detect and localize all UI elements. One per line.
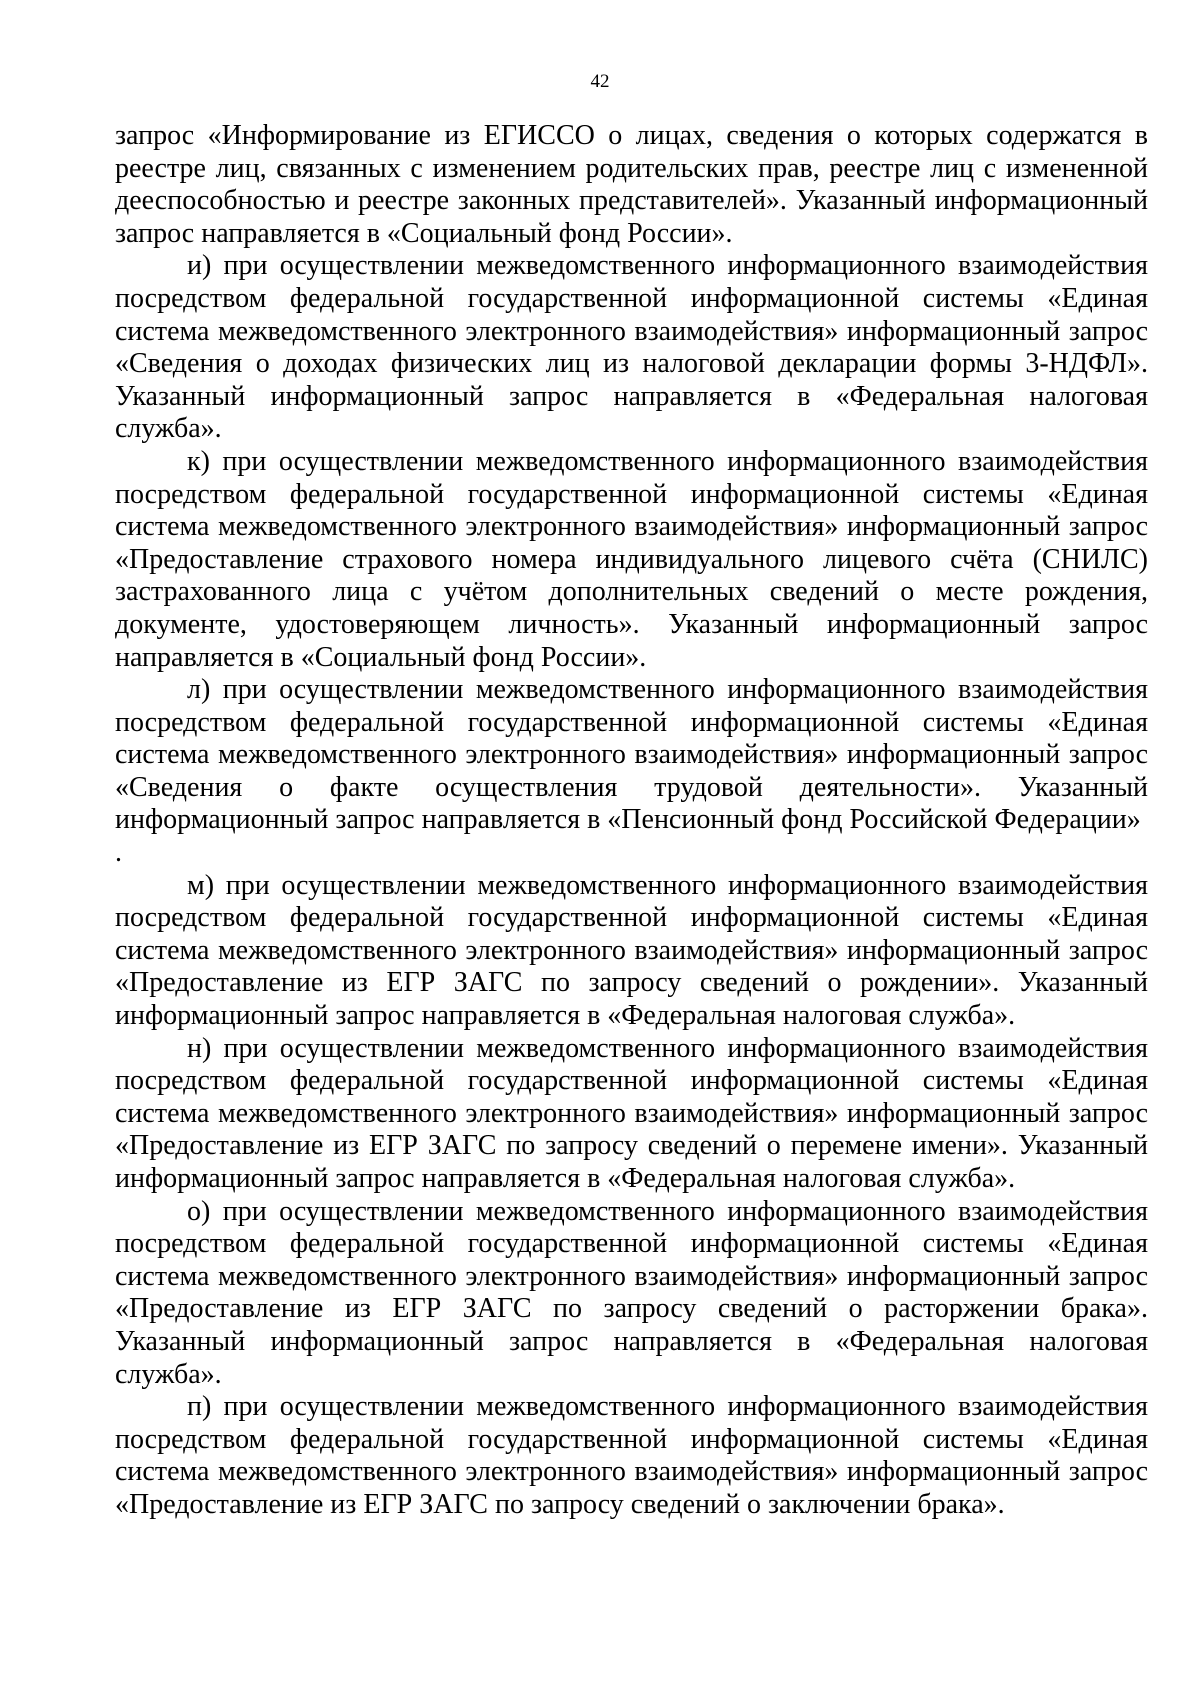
paragraph-item-l: л) при осуществлении межведомственного информационного взаимодействия посредством федеральной государственной информационной системы «Единая система межведомственного электронного взаимодействия» информационный запрос «Сведения о факте осуществления трудовой деятельности». Указанный информационный запрос направляется в «Пенсионный фонд Российской Федерации» xyxy=(115,674,1148,836)
paragraph-item-m: м) при осуществлении межведомственного информационного взаимодействия посредством федеральной государственной информационной системы «Единая система межведомственного электронного взаимодействия» информационный запрос «Предоставление из ЕГР ЗАГС по запросу сведений о рождении». Указанный информационный запрос направляется в «Федеральная налоговая служба». xyxy=(115,869,1148,1032)
stray-period: . xyxy=(115,837,122,869)
paragraph-item-o: о) при осуществлении межведомственного информационного взаимодействия посредством федеральной государственной информационной системы «Единая система межведомственного электронного взаимодействия» информационный запрос «Предоставление из ЕГР ЗАГС по запросу сведений о расторжении брака». Указанный информационный запрос направляется в «Федеральная налоговая служба». xyxy=(115,1195,1148,1390)
page-number: 42 xyxy=(590,71,610,92)
document-body xyxy=(115,120,1148,1522)
paragraph-item-k: к) при осуществлении межведомственного информационного взаимодействия посредством федеральной государственной информационной системы «Единая система межведомственного электронного взаимодействия» информационный запрос «Предоставление страхового номера индивидуального лицевого счёта (СНИЛС) застрахованного лица с учётом дополнительных сведений о месте рождения, документе, удостоверяющем личность». Указанный информационный запрос направляется в «Социальный фонд России». xyxy=(115,445,1148,673)
paragraph-item-i: и) при осуществлении межведомственного информационного взаимодействия посредством федеральной государственной информационной системы «Единая система межведомственного электронного взаимодействия» информационный запрос «Сведения о доходах физических лиц из налоговой декларации формы 3-НДФЛ». Указанный информационный запрос направляется в «Федеральная налоговая служба». xyxy=(115,250,1148,445)
paragraph-item-n: н) при осуществлении межведомственного информационного взаимодействия посредством федеральной государственной информационной системы «Единая система межведомственного электронного взаимодействия» информационный запрос «Предоставление из ЕГР ЗАГС по запросу сведений о перемене имени». Указанный информационный запрос направляется в «Федеральная налоговая служба». xyxy=(115,1032,1148,1194)
paragraph-item-p: п) при осуществлении межведомственного информационного взаимодействия посредством федеральной государственной информационной системы «Единая система межведомственного электронного взаимодействия» информационный запрос «Предоставление из ЕГР ЗАГС по запросу сведений о заключении брака». xyxy=(115,1391,1148,1520)
paragraph-continuation: запрос «Информирование из ЕГИССО о лицах, сведения о которых содержатся в реестре лиц, связанных с изменением родительских прав, реестре лиц с измененной дееспособностью и реестре законных представителей». Указанный информационный запрос направляется в «Социальный фонд России». xyxy=(115,120,1148,249)
